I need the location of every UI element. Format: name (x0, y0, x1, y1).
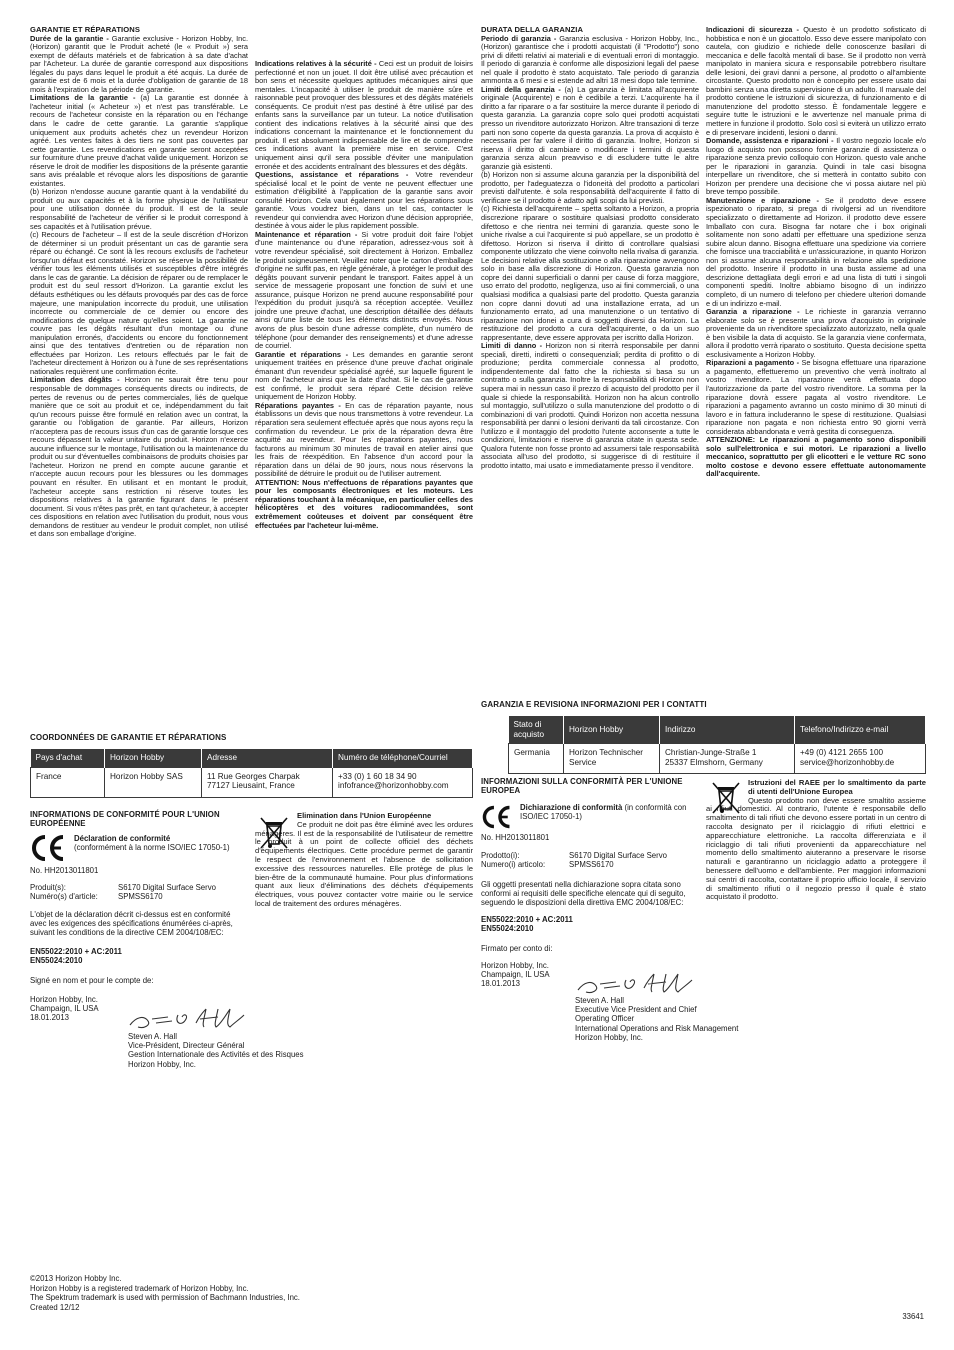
it-lim-b: (b) Horizon non si assume alcuna garanzia per la disponibilità del prodotto, per l'adeguatezza o l'idoneità del prodotto a particolari previsti dall'utente. è sola responsabilità dell'acquirente il fatto di verificare se il prodotto è adatto agli scopi da lui previsti. (481, 170, 699, 205)
it-attenzione: ATTENZIONE: Le riparazioni a pagamento sono disponibili solo sull'elettronica e sui motori. Le riparazioni a livello meccanico, soprattutto per gli elicotteri e le vetture RC sono molto costose e devono essere effettuate autonomamente dall'acquirente. (706, 435, 926, 479)
footer-line-0: ©2013 Horizon Hobby Inc. (30, 1274, 122, 1283)
it-raee (706, 779, 926, 902)
signature-icon (574, 970, 699, 998)
fr-obj: L'objet de la déclaration décrit ci-dessus est en conformité avec les exigences des spécifications énumérées ci-après, suivant les conditions de la directive CEM 2004/108/EC: (30, 909, 233, 938)
it-lim-c: (c) Richiesta dell'acquirente – spetta soltanto a Horizon, a propria discrezione riparare o sostituire qualsiasi prodotto considerato difettoso e che rientra nei termini di garanzia. queste sono le uniche rivalse a cui l'acquirente si può appellare, se un prodotto è difettoso. Horizon si riserva il diritto di controllare qualsiasi componente utilizzato che viene coinvolto nella rivalsa di garanzia. Le decisioni relative alla sostituzione o alla riparazione avvengono solo in base alla discrezione di Horizon. Questa garanzia non copre dei danni superficiali o danni per cause di forza maggiore, uso errato del prodotto, negligenza, uso ai fini commerciali, o una qualsiasi modifica a qualsiasi parte del prodotto. Questa garanzia non copre danni dovuti ad una installazione errata, ad un funzionamento errato, ad una manutenzione o un tentativo di riparazione non idonei a cura di soggetti diversi da Horizon. La restituzione del prodotto a cura dell'acquirente, o da un suo rappresentante, deve essere approvata per iscritto dalla Horizon. (481, 204, 699, 342)
table-row (31, 767, 473, 797)
it-obj: Gli oggetti presentati nella dichiarazione sopra citata sono conformi ai requisiti delle specifiche elencate qui di seguito, seguendo le disposizioni della direttiva EMC 2004/108/EC: (481, 879, 686, 908)
fr-degats-text: Horizon ne saurait être tenu pour responsable de dommages conséquents directs ou indirects, de pertes de revenus ou de pertes commerciales, liés de quelque manière que ce soit au produit et ce, indépendamment du fait qu'un recours puisse être formulé en relation avec un contrat, la garantie ou l'obligation de garantie. Par ailleurs, Horizon n'acceptera pas de recours issus d'un cas de garantie lorsque ces recours dépassent la valeur unitaire du produit. Horizon n'exerce aucune influence sur le montage, l'utilisation ou la maintenance du produit ou sur d'éventuelles combinaisons de produits choisies par l'acheteur. Horizon ne prend en compte aucune garantie et n'accepte aucun recours pour les blessures ou les dommages pouvant en résulter. En utilisant et en montant le produit, l'acheteur accepte sans restriction ni réserve toutes les dispositions relatives à la garantie figurant dans le présent document. Si vous n'êtes pas prêt, en tant qu'acheteur, à accepter ces dispositions en relation avec l'utilisation du produit, nous vous demandons de restituer au vendeur le produit complet, non utilisé et dans son emballage d'origine. (30, 375, 248, 539)
it-th-0: Stato di acquisto (509, 716, 564, 744)
it-en1: EN55022:2010 + AC:2011 (481, 915, 573, 925)
it-dan-heading: Limiti di danno - (481, 341, 546, 351)
fr-pay-text: En cas de réparation payante, nous établissons un devis que nous transmettons à votre revendeur. La réparation sera seulement effectuée après que nous ayons reçu la confirmation du revendeur. Le prix de la réparation devra être acquitté au revendeur. Pour les réparations payantes, nous facturons au minimum 30 minutes de travail en atelier ainsi que les frais de réexpédition. En l'absence d'un accord pour la réparation dans un délai de 90 jours, nous nous réservons la possibilité de détruire le produit ou de l'utiliser autrement. (255, 400, 473, 479)
it-td-2: Christian-Junge-Straße 1 25337 Elmshorn, Germany (660, 744, 795, 774)
it-decl-sub: (in conformità con ISO/IEC 17050-1) (520, 803, 687, 822)
footer-line-2: The Spektrum trademark is used with permission of Bachmann Industries, Inc. (30, 1293, 300, 1303)
it-title: DURATA DELLA GARANZIA (481, 25, 584, 34)
it-decl-no: No. HH2013011801 (481, 833, 550, 842)
it-td-0: Germania (509, 744, 564, 774)
fr-elim (255, 812, 473, 909)
it-num-value: SPMSS6170 (569, 860, 614, 870)
it-conf-title: INFORMAZIONI SULLA CONFORMITÀ PER L'UNIONE EUROPEA (481, 777, 683, 795)
fr-pay-heading: Réparations payantes - (255, 400, 346, 410)
it-signer-2: Operating Officer (575, 1014, 635, 1024)
fr-maint-text: Si votre produit doit faire l'objet d'une maintenance ou d'une réparation, adressez-vous soit à votre revendeur spécialisé, soit directement à Horizon. Emballez le produit soigneusement. Veuillez noter que le carton d'emballage d'origine ne suffit pas, en règle générale, à protéger le produit des dégâts pouvant survenir pendant le transport. Faites appel à un service de messagerie proposant une fonction de suivi et une assurance, puisque Horizon ne prend aucune responsabilité pour l'expédition du produit jusqu'à sa réception acceptée. Veuillez joindre une preuve d'achat, une description détaillée des défauts ainsi qu'une liste de tous les éléments distincts envoyés. Nous avons de plus besoin d'une adresse complète, d'un numéro de téléphone (pour demander des renseignements) et d'une adresse de courriel. (255, 229, 473, 351)
fr-gar-heading: Garantie et réparations - (255, 349, 353, 359)
fr-signer-1: Vice-Président, Directeur Général (128, 1041, 245, 1051)
fr-conf-title: INFORMATIONS DE CONFORMITÉ POUR L'UNION EUROPÉENNE (30, 810, 220, 828)
it-per-text: Garanzia esclusiva - Horizon Hobby, Inc., (Horizon) garantisce che i prodotti acquistati (il "Prodotto") sono privi di difetti relativi ai materiali e di eventuali errori di montaggio. Il periodo di garanzia è conforme alle disposizioni legali del paese nel quale il prodotto è stato acquistato. Tale periodo di garanzia ammonta a 6 mesi e si estende ad altri 18 mesi dopo tale termine. (481, 33, 699, 86)
it-raee-text: Questo prodotto non deve essere smaltito assieme ai rifiuti domestici. Al contrario, l'utente è responsabile dello smaltimento di tali rifiuti che devono essere portati in un centro di raccolta designato per il riciclaggio di rifiuti elettrici e apparecchiature elettroniche. La raccolta differenziata e il riciclaggio di tali rifiuti provenienti da apparecchiature nel momento dello smaltimento aiuteranno a preservare le risorse naturali e garantiranno un riciclaggio adatto a proteggere il benessere dell'uomo e dell'ambiente. Per maggiori informazioni sui centri di raccolta, contattare il proprio ufficio locale, il servizio di smaltimento rifiuti o il negozio presso il quale è stato acquistato il prodotto. (706, 795, 926, 902)
it-raee-heading: Istruzioni del RAEE per lo smaltimento da parte di utenti dell'Unione Europea (748, 778, 926, 796)
fr-quest-heading: Questions, assistance et réparations - (255, 170, 416, 180)
it-prod-value: S6170 Digital Surface Servo (569, 851, 667, 861)
it-prod-label: Prodotto(i): (481, 851, 520, 861)
fr-column-2-body (255, 60, 473, 530)
it-man-heading: Manutenzione e riparazione - (706, 195, 825, 205)
it-contact-table (508, 716, 926, 774)
footer (30, 1274, 300, 1312)
it-rip-heading: Riparazioni a pagamento - (706, 358, 802, 368)
it-dom-text: Il vostro negozio locale e/o luogo di acquisto non possono fornire garanzie di assistenza o riparazione senza previo colloquio con Horizon. questo vale anche per le riparazioni in garanzia. Quindi in tale casi bisogna interpellare un rivenditore, che si metterà in contatto subito con Horizon per prendere una decisione che vi possa aiutare nel più breve tempo possibile. (706, 136, 926, 197)
fr-hh-2: 18.01.2013 (30, 1013, 70, 1023)
fr-contact-table (30, 749, 473, 798)
fr-th-2: Adresse (202, 749, 333, 767)
it-sic-heading: Indicazioni di sicurezza - (706, 25, 804, 34)
fr-signe: Signé en nom et pour le compte de: (30, 975, 154, 985)
it-gar-heading: Garanzia a riparazione - (706, 307, 806, 317)
fr-th-3: Numéro de téléphone/Courriel (333, 749, 473, 767)
fr-limit-heading: Limitations de la garantie - (30, 93, 141, 103)
it-td-3: +49 (0) 4121 2655 100 service@horizonhobby.de (795, 744, 926, 774)
fr-secu-text: Ceci est un produit de loisirs perfectionné et non un jouet. Il doit être utilisé avec précaution et bon sens et nécessite quelques aptitudes mécaniques ainsi que mentales. L'incapacité à utiliser le produit de manière sûre et raisonnable peut provoquer des blessures et des dégâts matériels conséquents. Ce produit n'est pas destiné à être utilisé par des enfants sans la surveillance par un tuteur. La notice d'utilisation contient des indications relatives à la sécurité ainsi que des indications concernant la maintenance et le fonctionnement du produit. Il est absolument indispensable de lire et de comprendre ces indications avant la première mise en service. C'est uniquement ainsi qu'il sera possible d'éviter une manipulation erronée et des accidents entraînant des blessures et des dégâts. (255, 59, 473, 171)
it-hh-0: Horizon Hobby, Inc. (481, 960, 549, 970)
it-decl: Dichiarazione di conformità (520, 803, 623, 812)
fr-num-label: Numéro(s) d'article: (30, 892, 98, 902)
fr-secu-heading: Indications relatives à la sécurité - (255, 59, 379, 68)
it-num-label: Numero(i) articolo: (481, 860, 546, 870)
it-hh-1: Champaign, IL USA (481, 970, 550, 980)
fr-num-value: SPMSS6170 (118, 892, 163, 902)
footer-line-3: Created 12/12 (30, 1302, 80, 1312)
fr-decl-sub: (conformément à la norme ISO/IEC 17050-1) (74, 843, 230, 853)
fr-td-0: France (31, 767, 105, 797)
fr-td-3: +33 (0) 1 60 18 34 90 infofrance@horizonhobby.com (333, 767, 473, 797)
fr-maint-heading: Maintenance et réparation - (255, 229, 362, 239)
page-number: 33641 (902, 1312, 924, 1321)
it-th-1: Horizon Hobby (564, 716, 660, 744)
ce-mark-icon (481, 801, 512, 833)
fr-signer-2: Gestion Internationale des Activités et des Risques (128, 1050, 304, 1060)
fr-hh-1: Champaign, IL USA (30, 1004, 99, 1014)
it-signer-1: Executive Vice President and Chief (575, 1005, 697, 1015)
fr-signer-0: Steven A. Hall (128, 1032, 177, 1041)
it-conformity (481, 777, 699, 988)
it-man-text: Se il prodotto deve essere ispezionato o riparato, si prega di rivolgersi ad un rivenditore specializzato o direttamente ad Horizon. il prodotto deve essere Imballato con cura. Bisogna far notare che i box originali solitamente non sono adatti per effettuare una spedizione senza subire alcun danno. Bisogna effettuare una spedizione via corriere che fornisce una tracciabilità e un'assicurazione, in quanto Horizon non si assume alcuna responsabilità in relazione alla spedizione del prodotto. Inserire il prodotto in una busta assieme ad una descrizione dettagliata degli errori e ad una lista di tutti i singoli componenti spediti. Inoltre abbiamo bisogno di un indirizzo completo, di un numero di telefono per chiedere ulteriori domande e di un indirizzo e-mail. (706, 195, 926, 308)
fr-td-1: Horizon Hobby SAS (105, 767, 202, 797)
it-hh-2: 18.01.2013 (481, 979, 521, 989)
fr-degats-heading: Limitation des dégâts - (30, 375, 125, 385)
fr-conformity (30, 810, 248, 1022)
signature-icon (126, 1005, 251, 1033)
fr-signer-3: Horizon Hobby, Inc. (128, 1059, 196, 1069)
fr-elim-heading: Elimination dans l'Union Européenne (297, 811, 432, 820)
it-signe: Firmato per conto di: (481, 943, 553, 953)
fr-duree-heading: Durée de la garantie - (30, 33, 112, 43)
it-dan-text: Horizon non si riterrà responsabile per danni speciali, diretti, indiretti o consequenziali; perdita di profitto o di produzione; perdita commerciale connessa al prodotto, indipendentemente dal fatto che la richiesta si basa su un contratto o sulla garanzia. Inoltre la responsabilità di Horizon non supera mai in nessun caso il prezzo di acquisto del prodotto per il quale si chiede la responsabilità. Horizon non ha alcun controllo sul montaggio, sull'utilizzo o sulla manutenzione del prodotto o di combinazioni di vari prodotti. Quindi Horizon non accetta nessuna responsabilità per danni o lesioni derivanti da tali circostanze. Con l'utilizzo e il montaggio del prodotto l'utente acconsente a tutte le condizioni, limitazioni e riserve di garanzia citate in questa sede. Qualora l'utente non fosse pronto ad assumersi tale responsabilità associata all'uso del prodotto, si suggerisce di di restituire il prodotto intatto, mai usato e immediatamente presso il venditore. (481, 341, 699, 470)
it-per-heading: Periodo di garanzia - (481, 33, 560, 43)
fr-decl: Déclaration de conformité (74, 834, 171, 843)
it-sic-text: Questo è un prodotto sofisticato di hobbistica e non è un giocattolo. Esso deve essere manipolato con cautela, con giudizio e richiede delle conoscenze basilari di meccanica e delle facoltà mentali di base. Se il prodotto non verrà manipolato in maniera sicura e responsabile potrebbero risultare delle lesioni, dei gravi danni a persone, al prodotto o all'ambiente circostante. Questo prodotto non è concepito per essere usato dai bambini senza una diretta supervisione di un adulto. Il manuale del prodotto contiene le istruzioni di sicurezza, di funzionamento e di manutenzione del prodotto stesso. È fondamentale leggere e seguire tutte le istruzioni e le avvertenze nel manuale prima di mettere in funzione il prodotto. Solo così si eviterà un utilizzo errato e di preservare incidenti, lesioni o danni. (706, 25, 926, 137)
fr-limit-a: (a) La garantie est donnée à l'acheteur initial (« Acheteur ») et n'est pas transférable. Le recours de l'acheteur consiste en la réparation ou en l'échange dans le cadre de cette garantie. La garantie s'applique uniquement aux produits achetés chez un revendeur Horizon agréé. Les ventes faites à des tiers ne sont pas couvertes par cette garantie. Les revendications en garantie seront acceptées sur fourniture d'une preuve d'achat valide uniquement. Horizon se réserve le droit de modifier les dispositions de la présente garantie sans avis préalable et révoque alors les dispositions de garantie existantes. (30, 93, 249, 188)
it-coord-title: GARANZIA E REVISIONA INFORMAZIONI PER I CONTATTI (481, 700, 707, 709)
it-th-2: Indirizzo (660, 716, 795, 744)
it-dom-heading: Domande, assistenza e riparazioni - (706, 136, 837, 146)
fr-prod-label: Produit(s): (30, 883, 66, 893)
fr-th-1: Horizon Hobby (105, 749, 202, 767)
fr-hh-0: Horizon Hobby, Inc. (30, 994, 98, 1004)
fr-signer (128, 1032, 358, 1069)
table-row (509, 744, 926, 774)
fr-duree-text: Garantie exclusive - Horizon Hobby, Inc. (Horizon) garantit que le Produit acheté (le « Produit ») sera exempt de défauts matériels et de fabrication à sa date d'achat par l'Acheteur. La durée de garantie correspond aux dispositions légales du pays dans lequel le produit a été acquis. La durée de garantie est de 6 mois et la durée d'obligation de garantie de 18 mois à l'expiration de la période de garantie. (30, 33, 248, 94)
it-td-1: Horizon Technischer Service (564, 744, 660, 774)
it-th-3: Telefono/Indirizzo e-mail (795, 716, 926, 744)
it-signer (575, 996, 835, 1042)
footer-line-1: Horizon Hobby is a registered trademark of Horizon Hobby, Inc. (30, 1283, 249, 1293)
fr-quest-text: Votre revendeur spécialisé local et le point de vente ne peuvent effectuer une estimation d'éligibilité à l'application de la garantie sans avoir consulté Horizon. Cela vaut également pour les réparations sous garantie. Vous voudrez bien, dans un tel cas, contacter le revendeur qui conviendra avec Horizon d'une décision appropriée, destinée à vous aider le plus rapidement possible. (255, 170, 474, 231)
it-lim-heading: Limiti della garanzia - (481, 84, 565, 94)
it-column-4 (706, 26, 926, 479)
fr-th-0: Pays d'achat (31, 749, 105, 767)
it-lim-a: (a) La garanzia è limitata all'acquirente originale (Acquirente) e non è cedibile a terzi. L'acquirente ha il diritto a far riparare o a far sostituire la merce durante il periodo di questa garanzia. La garanzia copre solo quei prodotti acquistati presso un rivenditore autorizzato Horizon. Altre transazioni di terze parti non sono coperte da questa garanzia. La prova di acquisto è necessaria per far valere il diritto di garanzia. Inoltre, Horizon si riserva il diritto di cambiare o modificare i termini di questa garanzia senza alcun preavviso e di escludere tutte le altre garanzie già esistenti. (481, 84, 699, 171)
it-en2: EN55024:2010 (481, 924, 534, 934)
fr-decl-no: No. HH2013011801 (30, 866, 99, 875)
fr-en1: EN55022:2010 + AC:2011 (30, 947, 122, 957)
ce-mark-icon (30, 834, 66, 862)
fr-td-2: 11 Rue Georges Charpak 77127 Lieusaint, France (202, 767, 333, 797)
it-column-3 (481, 26, 699, 470)
fr-elim-text: Ce produit ne doit pas être éliminé avec les ordures ménagères. Il est de la responsabilité de l'utilisateur de remettre le produit à un point de collecte officiel des déchets d'équipements électriques. Cette procédure permet de garantir le respect de l'environnement et l'absence de sollicitation excessive des ressources naturelles. Elle protège de plus le bien-être de la communauté humaine. Pour plus d'informations quant aux lieux d'éliminations des déchets d'équipements électriques, vous pouvez contacter votre mairie ou le service local de traitement des ordures ménagères. (255, 819, 473, 908)
fr-attention: ATTENTION: Nous n'effectuons de réparations payantes que pour les composants électroniques et les moteurs. Les réparations touchant à la mécanique, en particulier celles des hélicoptères et des voitures radiocommandées, sont extrêmement coûteuses et doivent par conséquent être effectuées par l'acheteur lui-même. (255, 477, 473, 530)
it-gar-text: Le richieste in garanzia verranno elaborate solo se è presente una prova d'acquisto in originale proveniente da un rivenditore specializzato autorizzato, nella quale è ben visibile la data di acquisto. Se la garanzia viene confermata, allora il prodotto verrà riparato o sostituito. Questa decisione spetta esclusivamente a Horizon Hobby. (706, 307, 926, 359)
fr-column-1 (30, 26, 248, 539)
fr-title: GARANTIE ET RÉPARATIONS (30, 25, 141, 34)
it-signer-3: International Operations and Risk Management (575, 1023, 739, 1033)
fr-en2: EN55024:2010 (30, 956, 83, 966)
it-signer-4: Horizon Hobby, Inc. (575, 1032, 643, 1042)
fr-coord-title: COORDONNÉES DE GARANTIE ET RÉPARATIONS (30, 733, 227, 742)
fr-prod-value: S6170 Digital Surface Servo (118, 883, 216, 893)
it-rip-text: Se bisogna effettuare una riparazione a pagamento, effettueremo un preventivo che verrà inoltrato al vostro rivenditore. La riparazione verrà effettuata dopo l'autorizzazione da parte del vostro rivenditore. La somma per la riparazione dovrà essere pagata al vostro rivenditore. Le riparazioni a pagamento avranno un costo minimo di 30 minuti di lavoro e in fattura includeranno le spese di restituzione. Qualsiasi riparazione non pagata e non richiesta entro 90 giorni verrà considerata abbandonata e verrà gestita di conseguenza. (706, 358, 926, 436)
it-signer-0: Steven A. Hall (575, 996, 624, 1005)
fr-limit-b: (b) Horizon n'endosse aucune garantie quant à la vendabilité du produit ou aux capacités et à la forme physique de l'utilisateur pour une utilisation donnée du produit. Il est de la seule responsabilité de l'acheteur de vérifier si le produit correspond à ses capacités et à l'utilisation prévue. (30, 187, 248, 231)
fr-gar-text: Les demandes en garantie seront uniquement traitées en présence d'une preuve d'achat originale émanant d'un revendeur spécialisé agréé, sur laquelle figurent le nom de l'acheteur ainsi que la date d'achat. Si le cas de garantie est confirmé, le produit sera réparé Cette décision relève uniquement de Horizon Hobby. (255, 349, 473, 402)
fr-limit-c: (c) Recours de l'acheteur – Il est de la seule discrétion d'Horizon de déterminer si un produit présentant un cas de garantie sera réparé ou échangé. Ce sont là les recours exclusifs de l'acheteur lorsqu'un défaut est constaté. Horizon se réserve la possibilité de vérifier tous les éléments utilisés et susceptibles d'être intégrés dans le cas de garantie. La décision de réparer ou de remplacer le produit est du seul ressort d'Horizon. La garantie exclut les défauts esthétiques ou les défauts provoqués par des cas de force majeure, une manipulation incorrecte du produit, une utilisation incorrecte ou commerciale de ce dernier ou encore des modifications de quelque nature qu'elles soient. La garantie ne couvre pas les dégâts résultant d'un montage ou d'une manipulation erronés, d'accidents ou encore du fonctionnement ainsi que des tentatives d'entretien ou de réparation non effectuées par Horizon. Les retours effectués par le fait de l'acheteur directement à Horizon ou à l'une de ses représentations nationales requièrent une confirmation écrite. (30, 230, 248, 376)
